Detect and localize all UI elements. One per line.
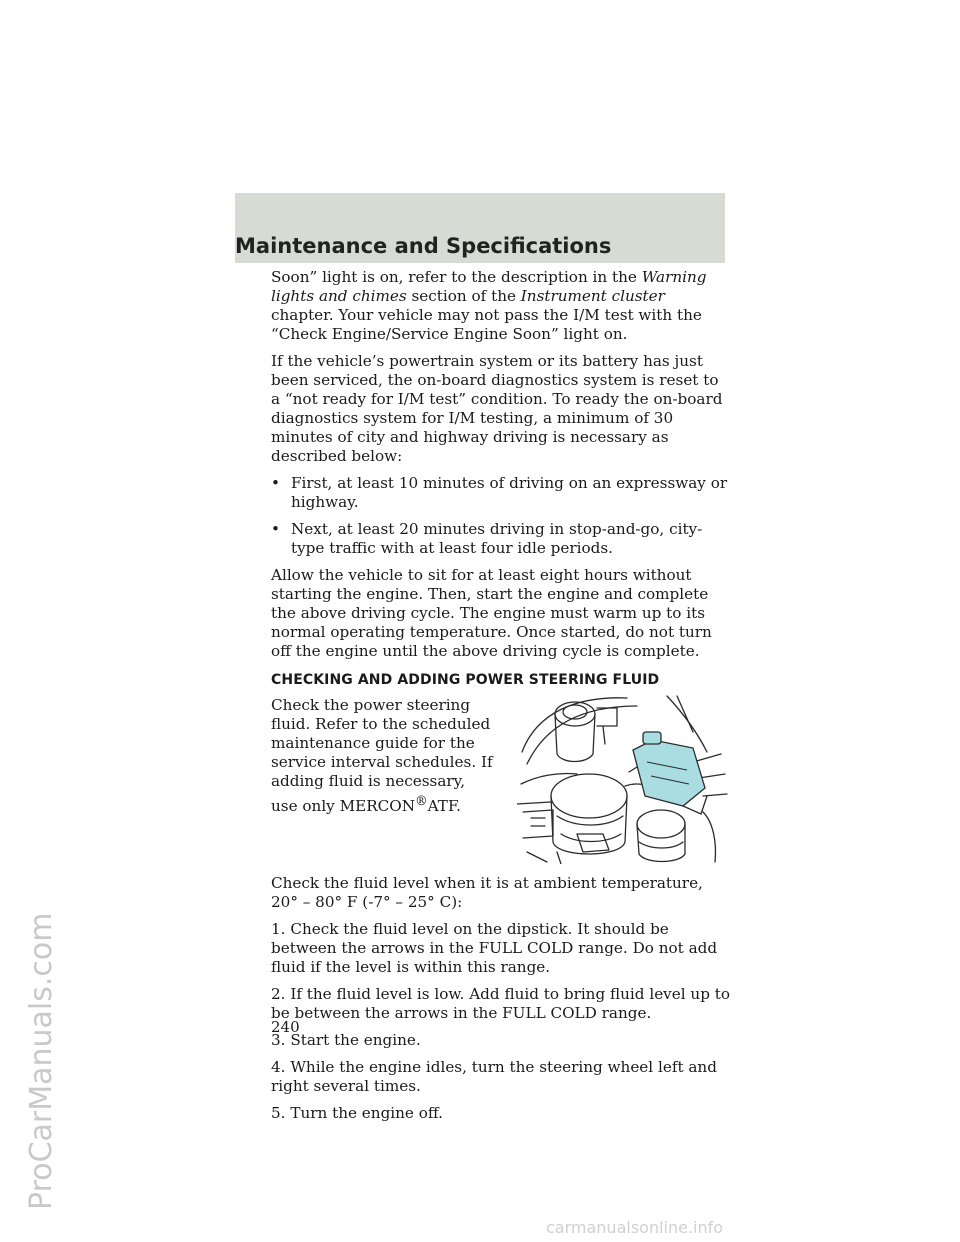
main-content: [271, 268, 731, 1131]
side-watermark: ProCarManuals.com: [24, 912, 59, 1210]
paragraph-check-fluid: Check the power steering fluid. Refer to the scheduled maintenance guide for the service interval schedules. If adding fluid is necessary, use only MERCON®ATF.: [271, 696, 493, 816]
figure-row: [271, 696, 731, 874]
page-title: Maintenance and Specifications: [235, 234, 612, 258]
paragraph-diagnostics: If the vehicle’s powertrain system or its battery has just been serviced, the on-board diagnostics system is reset to a “not ready for I/M test” condition. To ready the on-board diagnostics system for I/M testing, a minimum of 30 minutes of city and highway driving is necessary as described below:: [271, 352, 723, 465]
paragraph-intro: Soon” light is on, refer to the description in the Warning lights and chimes section of the Instrument cluster chapter. Your vehicle may not pass the I/M test with the “Check Engine/Service Engine Soon” light on.: [271, 268, 707, 343]
paragraph-drive-cycle: Allow the vehicle to sit for at least eight hours without starting the engine. Then, start the engine and complete the above driving cycle. The engine must warm up to its normal operating temperature. Once started, do not turn off the engine until the above driving cycle is complete.: [271, 566, 712, 660]
section-heading: CHECKING AND ADDING POWER STEERING FLUID: [271, 672, 660, 688]
engine-compartment-illustration: [517, 692, 729, 864]
list-item: • First, at least 10 minutes of driving on an expressway or highway.: [271, 474, 728, 511]
step-3: 3. Start the engine.: [271, 1031, 421, 1049]
registered-mark: ®: [415, 793, 428, 808]
step-1: 1. Check the fluid level on the dipstick. It should be between the arrows in the FULL COLD range. Do not add fluid if the level is within this range.: [271, 920, 718, 976]
step-5: 5. Turn the engine off.: [271, 1104, 443, 1122]
paragraph-ambient-temp: Check the fluid level when it is at ambient temperature, 20° – 80° F (-7° – 25° C):: [271, 874, 703, 911]
step-2: 2. If the fluid level is low. Add fluid to bring fluid level up to be between the arrows in the FULL COLD range.: [271, 985, 731, 1022]
list-item: • Next, at least 20 minutes driving in stop-and-go, city-type traffic with at least four idle periods.: [271, 520, 703, 557]
bullet-icon: •: [271, 520, 280, 538]
footer-watermark: carmanualsonline.info: [546, 1218, 724, 1237]
page-number: 240: [271, 1018, 300, 1036]
instrument-cluster-reference: Instrument cluster: [520, 287, 665, 305]
bullet-icon: •: [271, 474, 280, 492]
warning-lights-reference: Warning lights and chimes: [271, 268, 707, 305]
step-4: 4. While the engine idles, turn the steering wheel left and right several times.: [271, 1058, 717, 1095]
power-steering-reservoir: [633, 732, 707, 814]
